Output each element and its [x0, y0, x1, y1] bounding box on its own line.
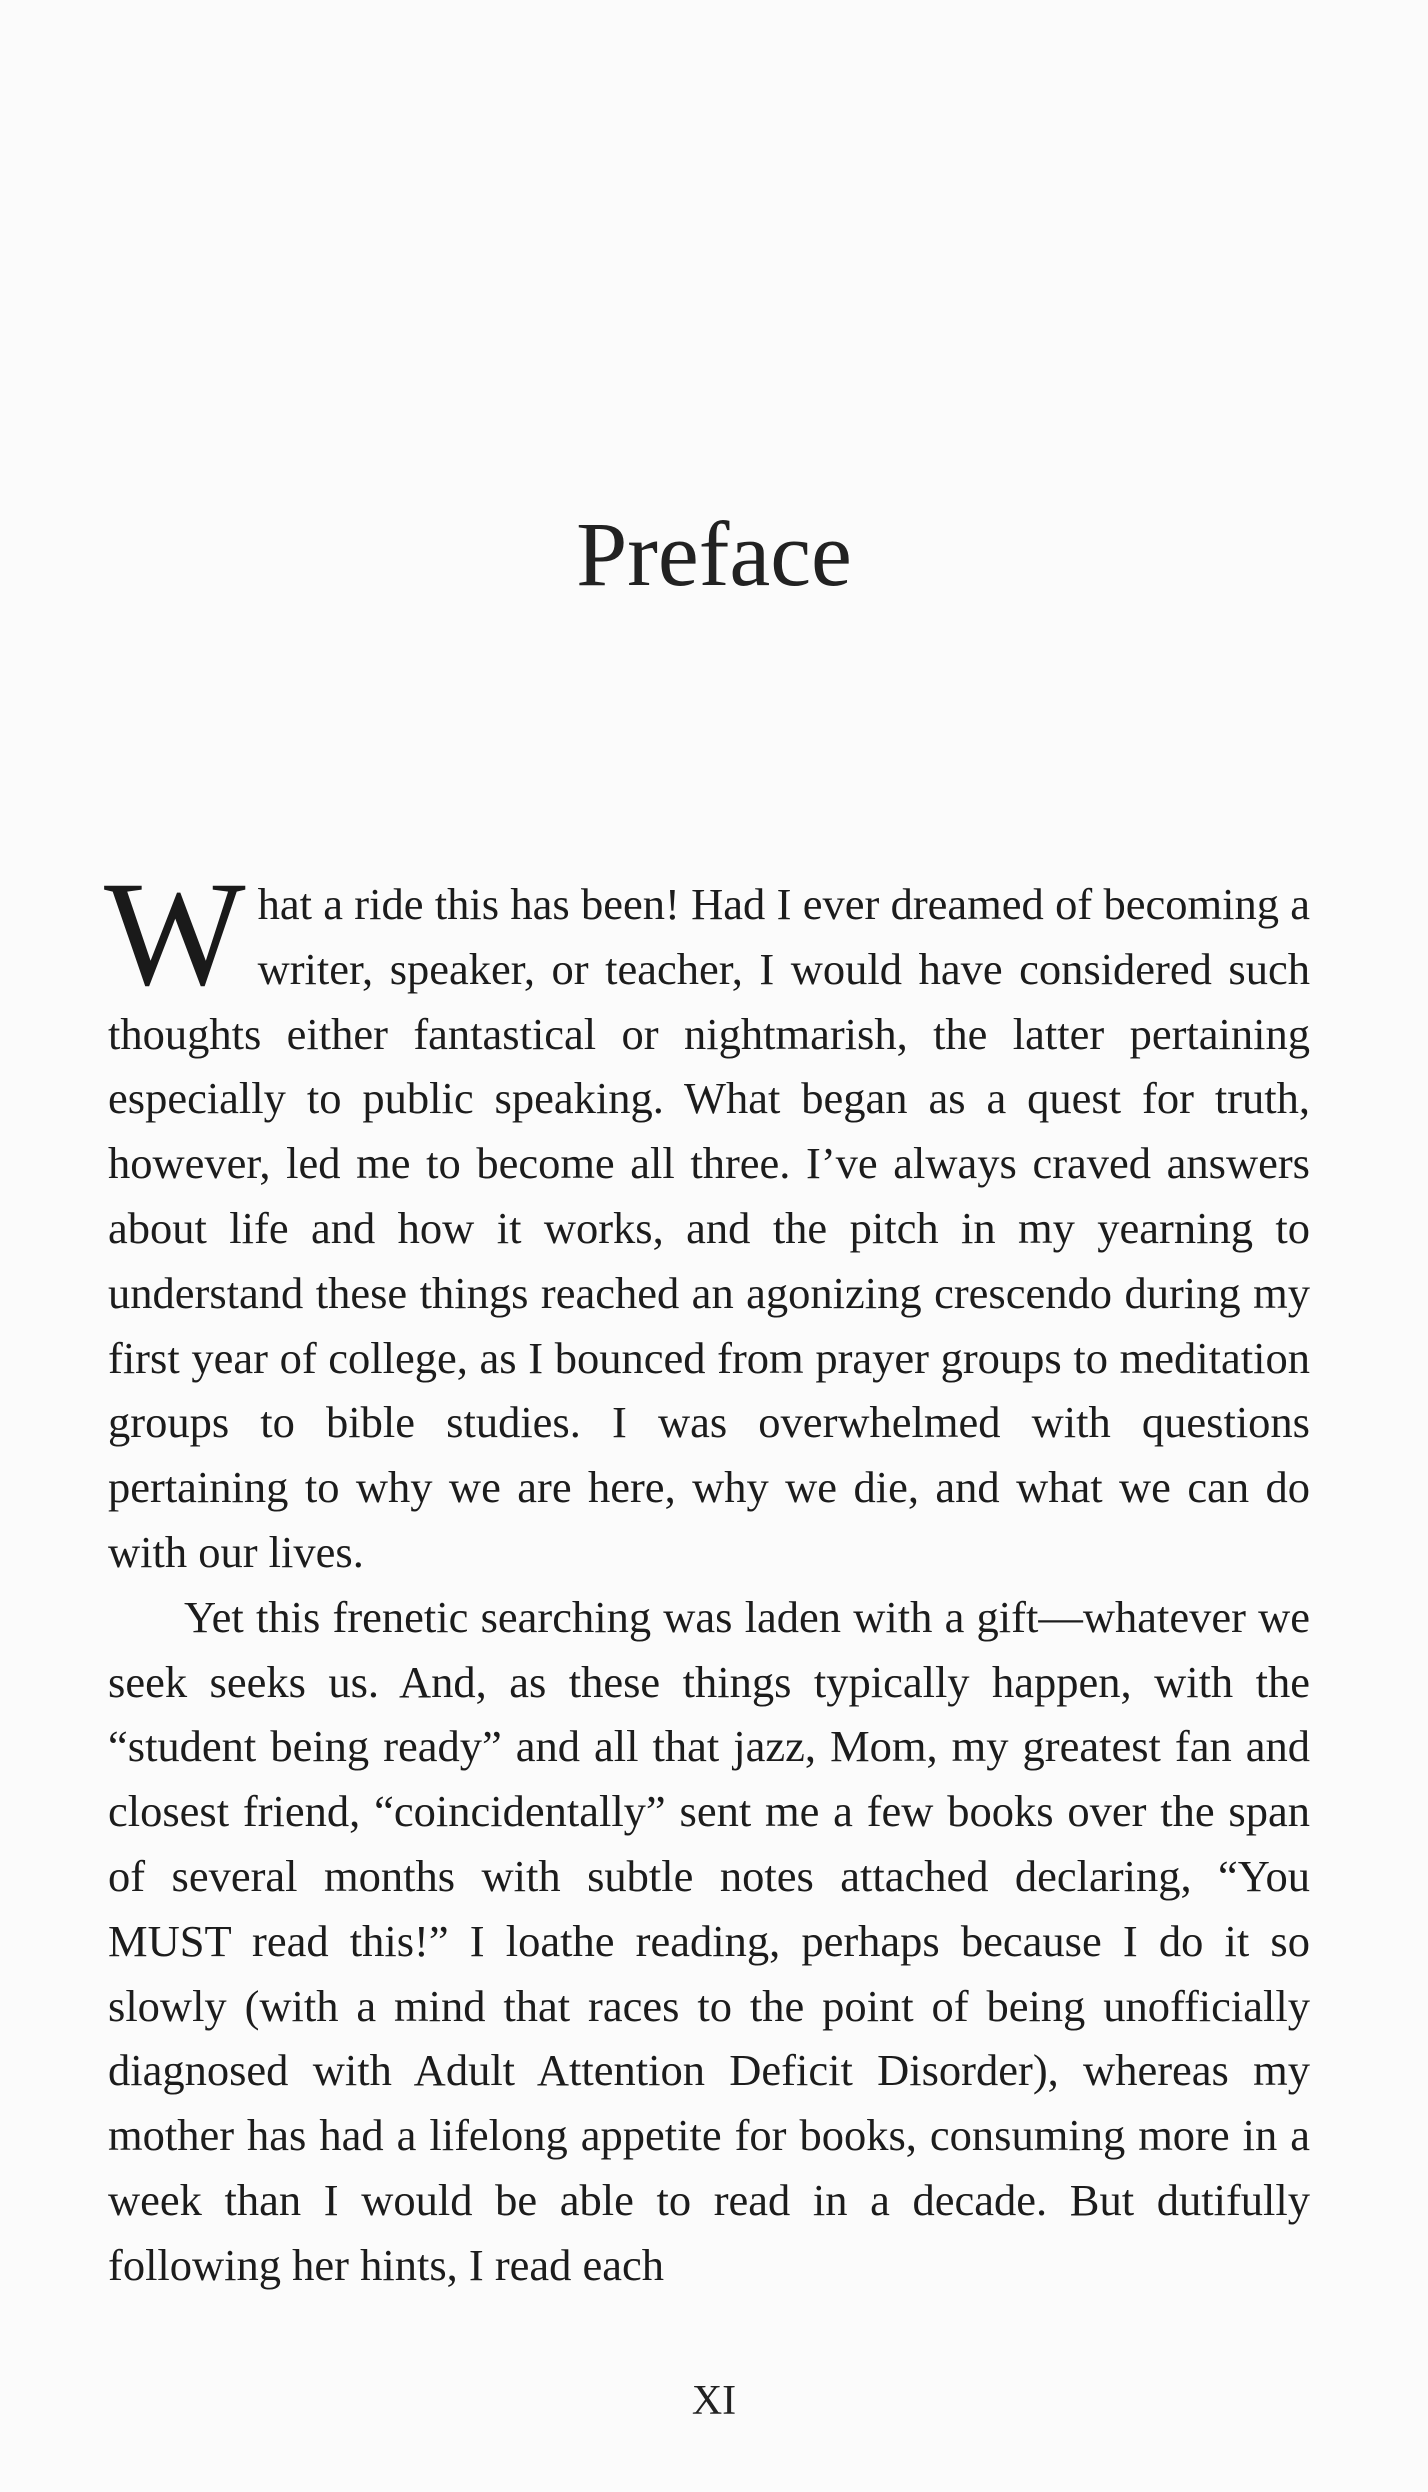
page-number: XI — [691, 2378, 737, 2424]
body-text — [104, 851, 1310, 2298]
drop-cap: W — [104, 851, 246, 1017]
paragraph-1 — [104, 851, 1310, 1585]
paragraph-2: Yet this frenetic searching was laden with a gift—whatever we seek seeks us. And, as these things typically happen, with the “student being ready” and all that jazz, Mom, my greatest fan and closest friend, “coincidentally” sent me a few books over the span of several months with subtle notes attached declaring, “You MUST read this!” I loathe reading, perhaps because I do it so slowly (with a mind that races to the point of being unofficially diagnosed with Adult Attention Deficit Disorder), whereas my mother has had a lifelong appetite for books, consuming more in a week than I would be able to read in a decade. But dutifully following her hints, I read each — [108, 1591, 1310, 2290]
paragraph-1-text: hat a ride this has been! Had I ever dreamed of becoming a writer, speaker, or teacher, I would have considered such thoughts either fantastical or nightmarish, the latter pertaining especially to public speaking. What began as a quest for truth, however, led me to become all three. I’ve always craved answers about life and how it works, and the pitch in my yearning to understand these things reached an agonizing crescendo during my first year of college, as I bounced from prayer groups to meditation groups to bible studies. I was overwhelmed with questions pertaining to why we are here, why we die, and what we can do with our lives. — [108, 879, 1310, 1577]
chapter-title: Preface — [576, 503, 852, 605]
